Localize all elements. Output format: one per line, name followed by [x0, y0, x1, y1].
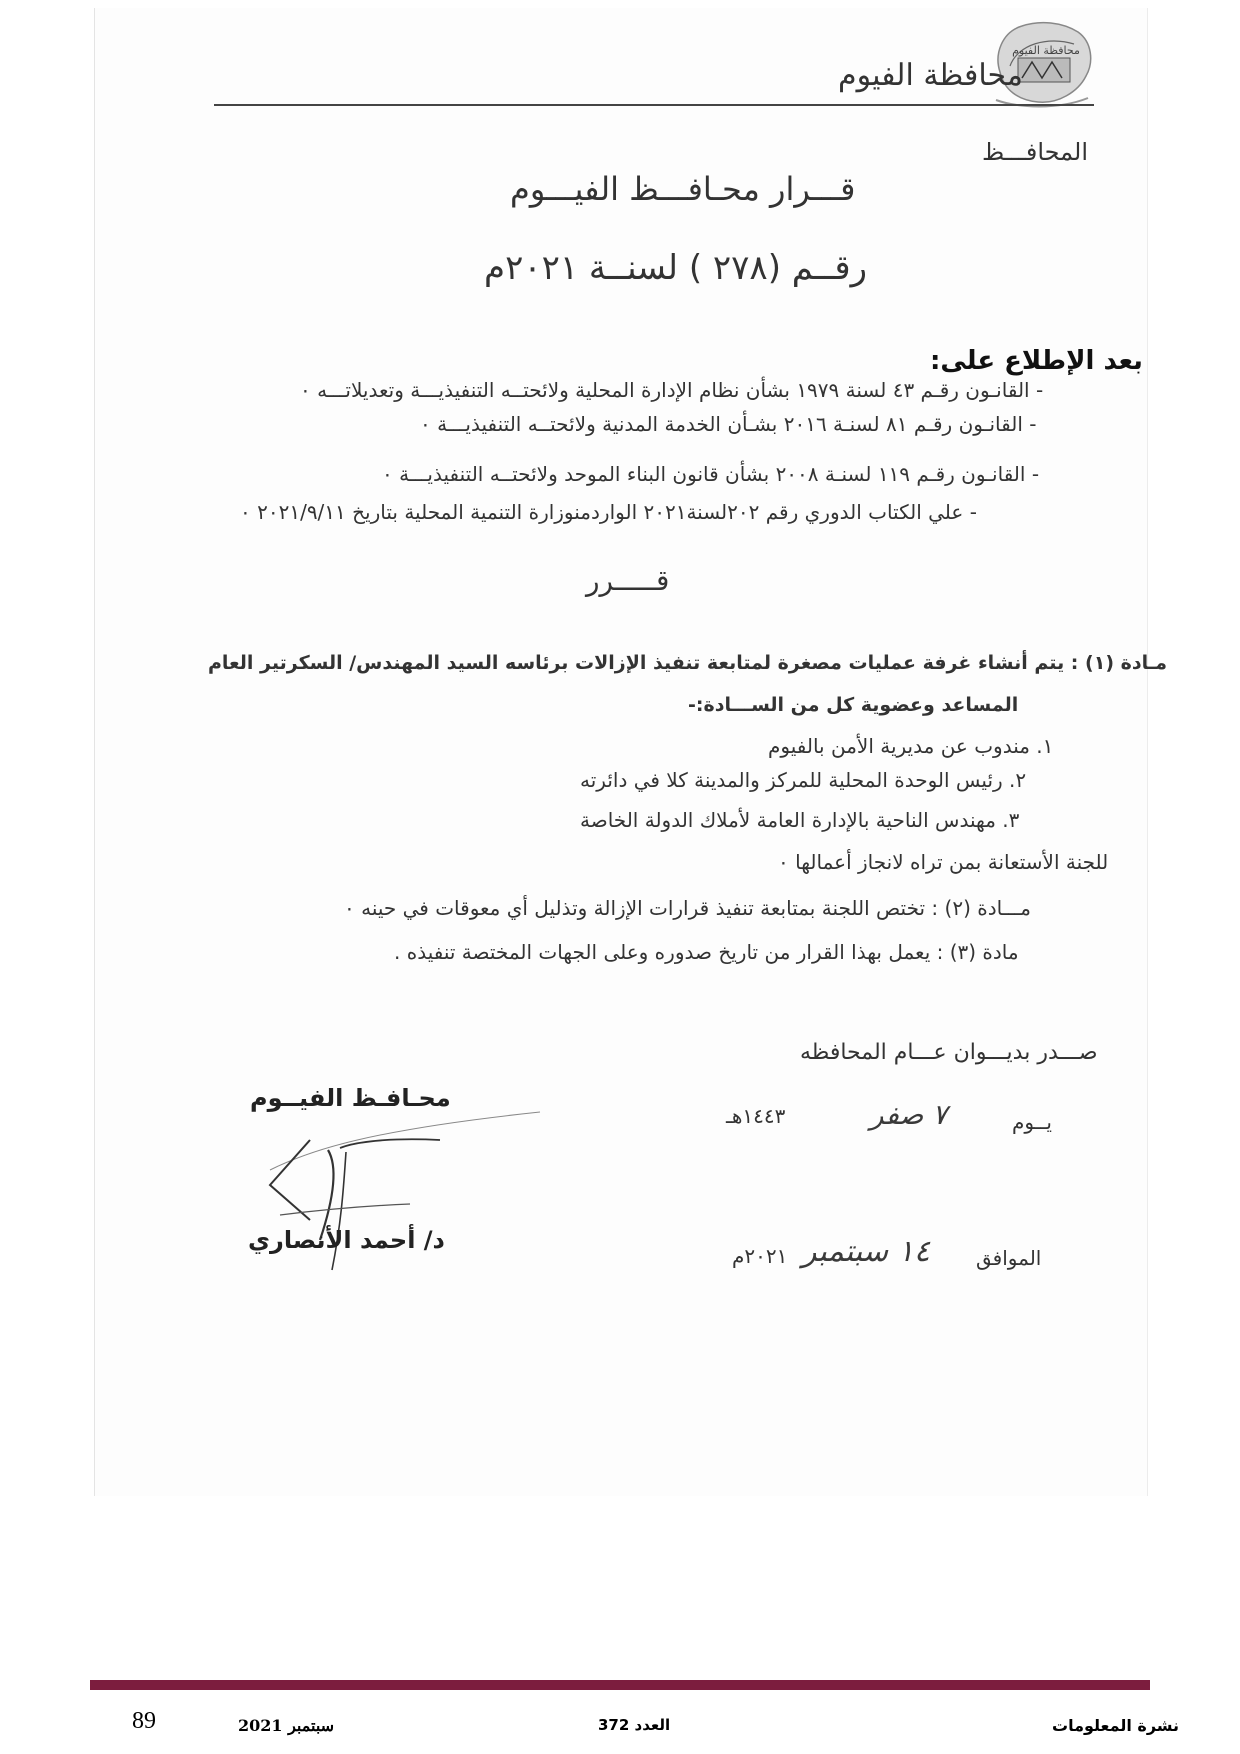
committee-member: ٣. مهندس الناحية بالإدارة العامة لأملاك الدولة الخاصة — [580, 808, 1020, 832]
gregorian-label: الموافق — [976, 1246, 1042, 1270]
hijri-year: ١٤٤٣هـ — [726, 1104, 786, 1128]
article-3: مادة (٣) : يعمل بهذا القرار من تاريخ صدوره وعلى الجهات المختصة تنفيذه . — [394, 940, 1019, 964]
preamble-item: - القانـون رقـم ١١٩ لسنـة ٢٠٠٨ بشأن قانون البناء الموحد ولائحتــه التنفيذيـــة ٠ — [382, 462, 1040, 486]
committee-note: للجنة الأستعانة بمن تراه لانجاز أعمالها ٠ — [778, 850, 1109, 874]
governor-signature — [250, 1110, 550, 1280]
footer-bar — [90, 1680, 1150, 1690]
hijri-handwritten-date: ٧ صفر — [870, 1098, 948, 1131]
preamble-heading: بعد الإطلاع على: — [930, 346, 1143, 376]
gregorian-handwritten-date: ١٤ سبتمبر — [802, 1234, 930, 1269]
decree-number: رقــم (٢٧٨ ) لسنــة ٢٠٢١م — [484, 248, 867, 288]
page-number: 89 — [132, 1708, 156, 1734]
committee-member: ٢. رئيس الوحدة المحلية للمركز والمدينة كلا في دائرته — [580, 768, 1027, 792]
committee-member: ١. مندوب عن مديرية الأمن بالفيوم — [768, 734, 1054, 758]
decree-title: قـــرار محـافـــظ الفيـــوم — [510, 170, 856, 208]
signatory-title: محـافـظ الفيــوم — [250, 1084, 451, 1112]
footer-bulletin-name: نشرة المعلومات — [1052, 1716, 1180, 1735]
preamble-item: - القانـون رقـم ٨١ لسنـة ٢٠١٦ بشـأن الخدمة المدنية ولائحتــه التنفيذيـــة ٠ — [420, 412, 1037, 436]
gregorian-year: ٢٠٢١م — [732, 1244, 788, 1268]
preamble-item: - علي الكتاب الدوري رقم ٢٠٢لسنة٢٠٢١ الواردمنوزارة التنمية المحلية بتاريخ ٢٠٢١/٩/١١ ٠ — [240, 500, 977, 524]
governorate-header: محافظة الفيوم — [838, 58, 1023, 93]
svg-text:محافظة الفيوم: محافظة الفيوم — [1012, 44, 1080, 57]
hijri-day-label: يــوم — [1012, 1110, 1052, 1134]
footer-issue-number: العدد 372 — [598, 1716, 671, 1734]
issued-place: صـــدر بديـــوان عـــام المحافظه — [800, 1040, 1098, 1065]
article-1: مـادة (١) : يتم أنشاء غرفة عمليات مصغرة لمتابعة تنفيذ الإزالات برئاسه السيد المهندس/ السكرتير العام — [208, 652, 1167, 674]
article-1-continued: المساعد وعضوية كل من الســـادة:- — [688, 694, 1019, 716]
decision-heading: قـــــرر — [586, 564, 670, 597]
signatory-name: د/ أحمد الأنصاري — [248, 1226, 445, 1254]
header-rule — [214, 104, 1094, 106]
article-2: مـــادة (٢) : تختص اللجنة بمتابعة تنفيذ قرارات الإزالة وتذليل أي معوقات في حينه ٠ — [344, 896, 1031, 920]
office-label: المحافـــظ — [982, 138, 1089, 166]
preamble-item: - القانـون رقـم ٤٣ لسنة ١٩٧٩ بشأن نظام الإدارة المحلية ولائحتــه التنفيذيـــة وتعديلاتـــه ٠ — [300, 378, 1044, 402]
footer-date: سبتمبر 2021 — [238, 1716, 335, 1735]
